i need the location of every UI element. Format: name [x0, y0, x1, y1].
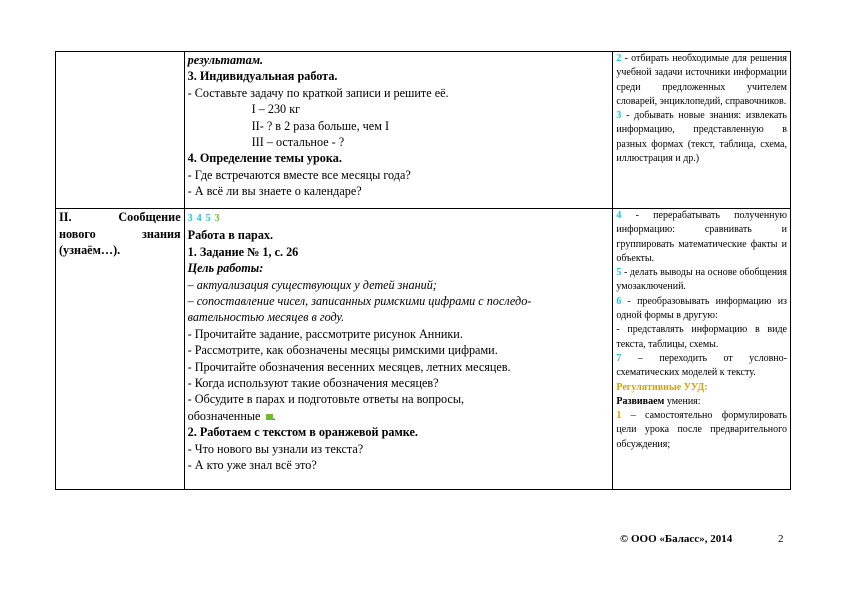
text-line-content: - Прочитайте обозначения весенних месяцев, летних месяцев.	[187, 359, 511, 374]
text-line-content: Работа в парах.	[187, 228, 274, 243]
stage-line: (узнаём…).	[59, 243, 121, 257]
text-line-content: 2. Работаем с текстом в оранжевой рамке.	[187, 425, 418, 440]
skill-number: 4	[616, 210, 622, 221]
text-line	[188, 342, 610, 358]
uud-subtitle	[616, 395, 787, 409]
skill-number: 7	[616, 352, 622, 364]
text-line	[188, 457, 610, 473]
text-line	[188, 391, 610, 407]
text-line-content: - Рассмотрите, как обозначены месяцы римскими цифрами.	[187, 343, 498, 358]
text-line	[188, 244, 610, 260]
uud-sub-bold: Развиваем	[616, 395, 665, 407]
task-number: 4	[196, 213, 202, 224]
skill-item	[616, 109, 787, 166]
stage-line: II. Сообщение	[59, 210, 181, 224]
stage-line: нового знания	[59, 226, 181, 241]
skill-item	[616, 209, 787, 266]
skill-text: - отбирать необходимые для решения учебной задачи источники информации среди предложенных учителем словарей, энциклопедий, справочников.	[616, 53, 787, 107]
text-line	[188, 85, 610, 101]
uud-title: Регулятивные УУД:	[616, 381, 708, 393]
text-line	[188, 101, 610, 117]
skills-cell	[613, 52, 791, 209]
page-number: 2	[778, 533, 784, 545]
text-line	[188, 326, 610, 342]
table-row	[56, 52, 791, 209]
text-line-content: I – 230 кг	[251, 102, 301, 117]
text-line-content: – актуализация существующих у детей знаний;	[187, 277, 437, 292]
text-line-content: 4. Определение темы урока.	[187, 151, 342, 166]
uud-sub-rest: умения:	[664, 395, 701, 407]
skill-item	[616, 266, 787, 295]
text-line-content: Цель работы:	[187, 261, 264, 276]
text-line-content: - Прочитайте задание, рассмотрите рисунок Анники.	[187, 326, 463, 341]
skill-number: 5	[616, 267, 622, 279]
task-number: 3	[187, 213, 193, 224]
skill-number: 2	[616, 53, 622, 64]
text-line	[188, 260, 610, 276]
stage-cell-empty	[56, 52, 185, 209]
skill-item	[616, 52, 787, 109]
text-line	[188, 52, 610, 68]
uud-item-number: 1	[616, 410, 622, 422]
copyright: © ООО «Баласс», 2014	[620, 533, 733, 545]
text-line-content: II- ? в 2 раза больше, чем I	[251, 118, 390, 133]
text-line-content: 3. Индивидуальная работа.	[187, 69, 338, 84]
text-line-content: обозначенные	[187, 408, 261, 423]
text-line-content: III – остальное - ?	[251, 135, 345, 150]
skill-text: - преобразовывать информацию из одной формы в другую:	[616, 295, 787, 322]
skill-text: - перерабатывать полученную информацию: сравнивать и группировать математические факты и объекты.	[616, 210, 787, 264]
text-line	[188, 309, 610, 325]
uud-item-text: – самостоятельно формулировать цели урока после предварительного обсуждения;	[616, 410, 787, 450]
text-line-content: - Что нового вы узнали из текста?	[187, 441, 364, 456]
activity-cell	[184, 209, 613, 490]
skill-text: – переходить от условно-схематических моделей к тексту.	[616, 352, 787, 379]
text-line-content: - А кто уже знал всё это?	[187, 458, 317, 473]
skill-text: - делать выводы на основе обобщения умозаключений.	[616, 267, 787, 293]
text-line	[188, 150, 610, 166]
lesson-table	[55, 51, 791, 490]
text-line-content: - А всё ли вы знаете о календаре?	[187, 184, 362, 199]
text-line	[188, 293, 610, 309]
task-numbers	[188, 209, 610, 227]
skill-number: 6	[616, 295, 622, 307]
text-line-content: - Когда используют такие обозначения месяцев?	[187, 376, 439, 391]
uud-item	[616, 409, 787, 452]
skills-cell	[613, 209, 791, 490]
text-line	[188, 134, 610, 150]
skill-item	[616, 295, 787, 324]
text-line-content: результатам.	[187, 53, 264, 67]
text-line	[188, 359, 610, 375]
activity-cell	[184, 52, 613, 209]
text-line	[188, 183, 610, 199]
text-line	[188, 118, 610, 134]
text-line	[188, 68, 610, 84]
skill-item	[616, 323, 787, 352]
stage-cell	[56, 209, 185, 490]
text-line-content: – сопоставление чисел, записанных римскими цифрами с последо-	[187, 294, 532, 309]
text-line-content: - Где встречаются вместе все месяцы года?	[187, 167, 411, 182]
text-line	[188, 277, 610, 293]
skill-text: - добывать новые знания: извлекать информацию, представленную в разных формах (текст, таблица, схема, иллюстрация и др.)	[616, 110, 787, 165]
text-line-content: вательностью месяцев в году.	[187, 310, 345, 325]
text-line-content: - Обсудите в парах и подготовьте ответы на вопросы,	[187, 392, 465, 407]
text-line-content: - Составьте задачу по краткой записи и решите её.	[187, 85, 449, 100]
text-line	[188, 167, 610, 183]
skill-item	[616, 352, 787, 381]
text-line-content: 1. Задание № 1, с. 26	[187, 244, 299, 259]
skill-number: 3	[616, 110, 622, 122]
text-line	[188, 227, 610, 243]
text-line	[188, 424, 610, 440]
table-row	[56, 209, 791, 490]
text-line	[188, 441, 610, 457]
task-number: 5	[205, 213, 211, 224]
task-number: 3	[214, 213, 220, 224]
text-line: обозначенные .	[187, 408, 276, 423]
skill-text: - представлять информацию в виде текста, таблицы, схемы.	[616, 324, 787, 350]
text-line	[188, 375, 610, 391]
green-square-icon	[266, 414, 273, 420]
